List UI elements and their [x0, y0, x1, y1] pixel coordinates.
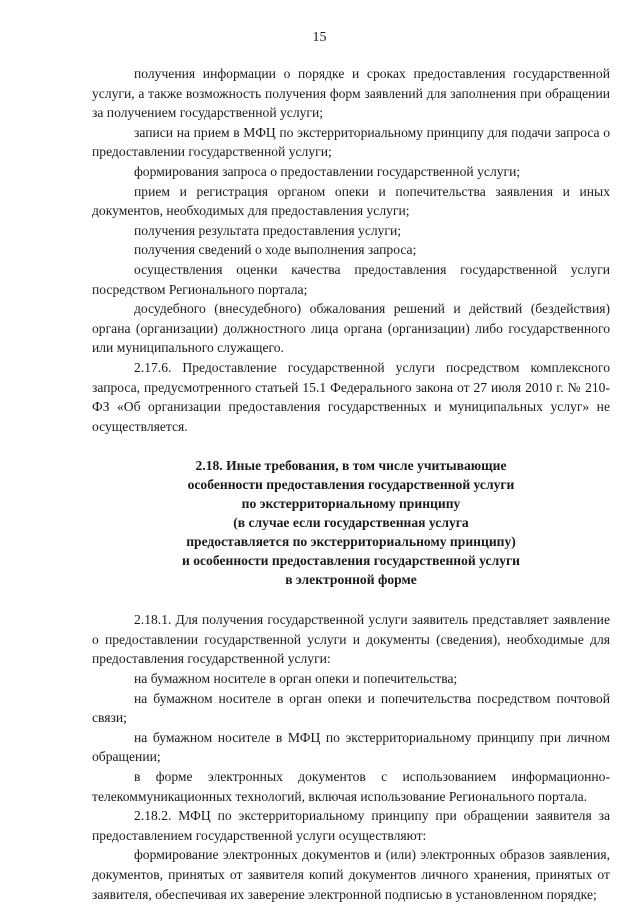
heading-line: предоставляется по экстерриториальному принципу): [186, 534, 516, 550]
heading-line: особенности предоставления государственной услуги: [187, 477, 515, 493]
heading-line: 2.18. Иные требования, в том числе учитывающие: [195, 458, 507, 474]
document-body: [92, 64, 610, 904]
page-number: 15: [312, 30, 327, 45]
paragraph: прием и регистрация органом опеки и попечительства заявления и иных документов, необходимых для предоставления услуги;: [92, 183, 610, 219]
paragraph: на бумажном носителе в МФЦ по экстерриториальному принципу при личном обращении;: [92, 729, 610, 765]
paragraph: получения сведений о ходе выполнения запроса;: [134, 242, 417, 258]
paragraph: формирования запроса о предоставлении государственной услуги;: [134, 163, 521, 179]
section-heading: [92, 456, 610, 589]
paragraph: получения результата предоставления услуги;: [134, 222, 402, 238]
paragraph: 2.17.6. Предоставление государственной услуги посредством комплексного запроса, предусмотренного статьей 15.1 Федерального закона от 27 июля 2010 г. № 210-ФЗ «Об организации предоставления государственных и муниципальных услуг» не осуществляется.: [92, 359, 610, 434]
paragraph: 2.18.2. МФЦ по экстерриториальному принципу при обращении заявителя за предоставлением государственной услуги осуществляют:: [92, 808, 610, 843]
heading-line: и особенности предоставления государственной услуги: [181, 553, 521, 569]
paragraph: формирование электронных документов и (или) электронных образов заявления, документов, принятых от заявителя копий документов личного хранения, принятых от заявителя, обеспечивая их заверение электронной подписью в установленном порядке;: [92, 847, 610, 902]
paragraph: осуществления оценки качества предоставления государственной услуги посредством Регионального портала;: [92, 261, 610, 297]
heading-line: (в случае если государственная услуга: [233, 515, 469, 531]
paragraph: досудебного (внесудебного) обжалования решений и действий (бездействия) органа (организации) должностного лица органа (организации) либо государственного или муниципального служащего.: [92, 301, 610, 356]
heading-line: в электронной форме: [285, 572, 417, 588]
paragraph: 2.18.1. Для получения государственной услуги заявитель представляет заявление о предоставлении государственной услуги и документы (сведения), необходимые для предоставления государственной услуги:: [92, 612, 610, 667]
paragraph: записи на прием в МФЦ по экстерриториальному принципу для подачи запроса о предоставлении государственной услуги;: [92, 124, 610, 160]
heading-line: по экстерриториальному принципу: [241, 496, 461, 512]
paragraph: на бумажном носителе в орган опеки и попечительства;: [134, 671, 458, 687]
paragraph: в форме электронных документов с использованием информационно-телекоммуникационных технологий, включая использование Регионального портала.: [92, 769, 610, 804]
paragraph: на бумажном носителе в орган опеки и попечительства посредством почтовой связи;: [92, 690, 610, 726]
paragraph: получения информации о порядке и сроках предоставления государственной услуги, а также возможность получения форм заявлений для заполнения при обращении за получением государственной услуги;: [92, 66, 610, 121]
